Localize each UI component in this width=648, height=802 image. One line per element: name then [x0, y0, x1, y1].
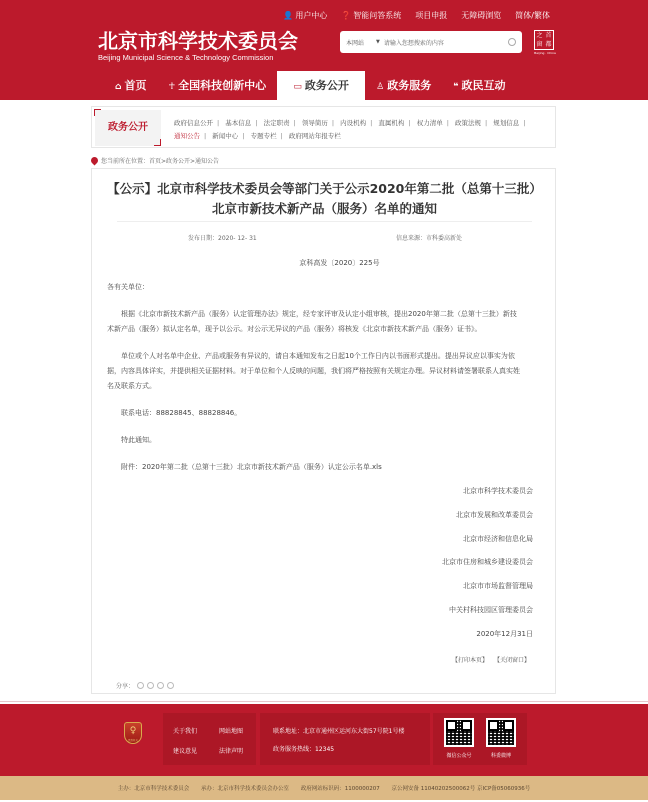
- subnav-link-current[interactable]: 通知公告: [174, 132, 200, 140]
- subnav-link[interactable]: 直属机构: [378, 119, 405, 127]
- signature: 北京市经济和信息化局: [463, 534, 533, 543]
- share-bar: 分享：: [116, 681, 174, 690]
- site-header: [0, 0, 648, 100]
- accessibility-link[interactable]: 无障碍浏览: [461, 11, 502, 20]
- share-qq-icon[interactable]: [157, 682, 164, 689]
- subnav-link[interactable]: 政策法规: [454, 119, 481, 127]
- signatures: [442, 486, 533, 653]
- subnav-link[interactable]: 领导简历: [301, 119, 328, 127]
- search-box: [340, 31, 522, 53]
- paragraph: 单位或个人对名单中企业、产品或服务有异议的，请自本通知发布之日起10个工作日内以书面形式提出。提出异议应以事实为依据，内容具体详实，并提供相关证据材料。对于单位和个人反映的问题，我们将严格按照有关规定办理。异议材料请签署联系人真实姓名及联系方式。: [107, 352, 520, 390]
- signature: 北京市市场监督管理局: [463, 582, 533, 591]
- subnav-link[interactable]: 内设机构: [340, 119, 367, 127]
- caret-down-icon[interactable]: ▼: [376, 39, 380, 45]
- footer-links: [163, 713, 256, 765]
- footer-qr-codes: 微信公众号 科委微博: [433, 713, 527, 765]
- site-logo[interactable]: [98, 30, 298, 63]
- signature: 北京市发展和改革委员会: [456, 510, 533, 519]
- paragraph: 特此通知。: [121, 436, 156, 444]
- publish-date: 发布日期：2020- 12- 31: [188, 235, 257, 242]
- breadcrumb-text[interactable]: 您当前所在位置：首页>政务公开>通知公告: [101, 158, 220, 165]
- share-qzone-icon[interactable]: [167, 682, 174, 689]
- print-page-button[interactable]: 【打印本页】: [452, 657, 489, 664]
- attachment-link[interactable]: 附件：2020年第二批（总第十三批）北京市新技术新产品（服务）认定公示名单.xls: [121, 463, 382, 471]
- capital-window-logo[interactable]: 之 首 窗 都 Beijing · China: [534, 32, 556, 55]
- logo-title-en: Beijing Municipal Science & Technology Commission: [98, 53, 274, 62]
- nav-home[interactable]: ⌂ 首页: [115, 79, 147, 92]
- party-government-emblem[interactable]: ♀ 党政机关: [124, 722, 142, 744]
- info-source: 信息来源：市科委高新处: [396, 235, 463, 242]
- close-window-button[interactable]: 【关闭窗口】: [493, 657, 530, 664]
- subnav-link[interactable]: 基本信息: [225, 119, 252, 127]
- search-scope-select[interactable]: 本网站: [346, 39, 365, 47]
- nav-government-affairs[interactable]: ▭ 政务公开: [277, 71, 365, 100]
- article-body: [107, 280, 522, 487]
- language-toggle-link[interactable]: 简体/繁体: [515, 11, 550, 20]
- nav-innovation-center[interactable]: ☥ 全国科技创新中心: [168, 79, 267, 92]
- salutation: 各有关单位：: [107, 283, 149, 291]
- chat-icon: ❝: [453, 82, 459, 92]
- user-center-link[interactable]: 👤 用户中心: [283, 11, 328, 20]
- contact-phone: 联系电话：88828845、88828846。: [121, 409, 242, 417]
- home-icon: ⌂: [115, 82, 122, 92]
- medal-icon: ☥: [168, 82, 176, 92]
- about-us-link[interactable]: 关于我们: [173, 728, 198, 735]
- sub-navigation: [91, 106, 556, 148]
- divider: [117, 221, 532, 222]
- section-label: 政务公开: [95, 110, 161, 146]
- signature: 中关村科技园区管理委员会: [449, 605, 533, 614]
- subnav-link[interactable]: 法定职责: [263, 119, 290, 127]
- article-panel: [91, 168, 556, 694]
- subnav-links: 政府信息公开 | 基本信息 | 法定职责 | 领导简历 | 内设机构 | 直属机构 | 权力清单 | 政策法规 | 规划信息 | 通知公告 | 新闻中心 | 专题专栏 | 政府网站年报专栏: [174, 119, 526, 140]
- breadcrumb: [91, 156, 219, 165]
- document-number: 京科高发〔2020〕225号: [299, 259, 380, 267]
- subnav-link[interactable]: 政府信息公开: [174, 119, 213, 127]
- feedback-link[interactable]: 建议意见: [173, 748, 198, 755]
- logo-title-cn: 北京市科学技术委员会: [98, 29, 298, 53]
- subnav-link[interactable]: 规划信息: [493, 119, 520, 127]
- weibo-qr-code: [486, 718, 516, 747]
- footer-contact: [260, 713, 430, 765]
- signature: 北京市住房和城乡建设委员会: [442, 558, 533, 567]
- nav-public-interaction[interactable]: ❝ 政民互动: [453, 79, 506, 92]
- qa-system-link[interactable]: ❓ 智能问答系统: [341, 11, 402, 20]
- share-wechat-icon[interactable]: [147, 682, 154, 689]
- subnav-link[interactable]: 政府网站年报专栏: [288, 132, 341, 140]
- corner-decoration: [154, 139, 161, 146]
- contact-address: 联系地址：北京市通州区运河东大街57号院1号楼: [273, 728, 405, 735]
- top-utility-bar: [283, 10, 550, 21]
- subnav-link[interactable]: 新闻中心: [212, 132, 239, 140]
- site-footer: [0, 704, 648, 774]
- subnav-link[interactable]: 专题专栏: [250, 132, 277, 140]
- nav-government-services[interactable]: ♙ 政务服务: [376, 79, 432, 92]
- search-icon[interactable]: [508, 38, 516, 46]
- person-icon: ♙: [376, 82, 385, 92]
- question-icon: ❓: [341, 11, 352, 20]
- wechat-qr-code: [444, 718, 474, 747]
- location-pin-icon: [90, 156, 100, 166]
- main-nav: [0, 71, 648, 100]
- paragraph: 根据《北京市新技术新产品（服务）认定管理办法》规定，经专家评审及认定小组审核，提出2020年第二批（总第十三批）新技术新产品（服务）拟认定名单，现予以公示。对公示无异议的产品（服务）将核发《北京市新技术新产品（服务）证书》。: [107, 310, 517, 333]
- signature: 北京市科学技术委员会: [463, 487, 533, 495]
- sitemap-link[interactable]: 网站地图: [219, 728, 244, 735]
- subnav-link[interactable]: 权力清单: [416, 119, 443, 127]
- corner-decoration: [94, 109, 101, 116]
- monitor-icon: ▭: [293, 82, 302, 92]
- article-title: 【公示】北京市科学技术委员会等部门关于公示2020年第二批（总第十三批）北京市新技术新产品（服务）名单的通知: [107, 181, 542, 216]
- divider: [0, 701, 648, 702]
- service-hotline: 政务服务热线：12345: [273, 746, 335, 753]
- project-apply-link[interactable]: 项目申报: [415, 11, 448, 20]
- article-actions: [448, 655, 530, 664]
- footer-copyright: 主办：北京市科学技术委员会 承办：北京市科学技术委员会办公室 政府网站标识码：1100000207 京公网安备 11040202500062号 京ICP备05060936号: [0, 776, 648, 800]
- share-weibo-icon[interactable]: [137, 682, 144, 689]
- user-icon: 👤: [283, 11, 294, 20]
- legal-notice-link[interactable]: 法律声明: [219, 748, 244, 755]
- search-input[interactable]: 请输入您想搜索的内容: [383, 39, 444, 47]
- signature-date: 2020年12月31日: [476, 629, 533, 638]
